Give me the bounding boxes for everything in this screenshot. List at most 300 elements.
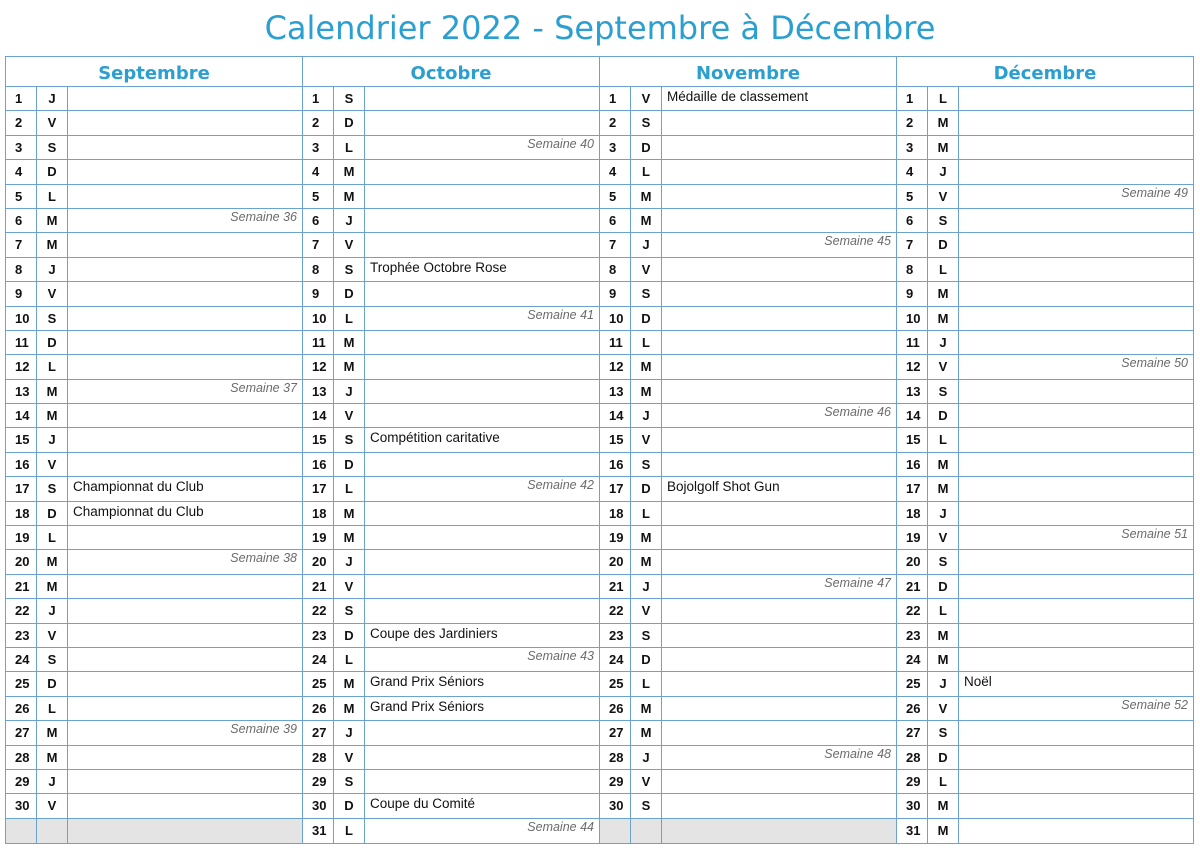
day-row: [303, 477, 599, 501]
event-cell: [68, 355, 302, 378]
day-number: 12: [897, 355, 928, 378]
weekday-letter: V: [334, 575, 365, 598]
week-number-label: Semaine 52: [1121, 697, 1188, 712]
day-number: 9: [897, 282, 928, 305]
day-row: [6, 282, 302, 306]
day-row: [897, 502, 1193, 526]
weekday-letter: L: [928, 87, 959, 110]
weekday-letter: M: [37, 209, 68, 232]
weekday-letter: M: [928, 136, 959, 159]
weekday-letter: S: [928, 721, 959, 744]
day-row: [600, 355, 896, 379]
month-column: [302, 57, 599, 843]
day-number: 5: [303, 185, 334, 208]
weekday-letter: V: [334, 404, 365, 427]
event-cell: [959, 672, 1193, 695]
week-number-label: Semaine 37: [230, 380, 297, 395]
day-number: 21: [600, 575, 631, 598]
event-cell: [365, 477, 599, 500]
day-row: [303, 136, 599, 160]
weekday-letter: S: [334, 258, 365, 281]
week-number-label: Semaine 43: [527, 648, 594, 663]
event-cell: [959, 477, 1193, 500]
day-row: [897, 282, 1193, 306]
day-number: 9: [600, 282, 631, 305]
day-row: [6, 697, 302, 721]
day-number: 21: [897, 575, 928, 598]
weekday-letter: M: [928, 794, 959, 817]
event-cell: [365, 453, 599, 476]
day-number: 18: [303, 502, 334, 525]
event-cell: [365, 307, 599, 330]
month-column: [5, 57, 302, 843]
event-cell: [959, 453, 1193, 476]
page-title: Calendrier 2022 - Septembre à Décembre: [264, 9, 936, 47]
weekday-letter: [631, 819, 662, 843]
weekday-letter: L: [37, 697, 68, 720]
weekday-letter: S: [928, 550, 959, 573]
event-cell: [959, 721, 1193, 744]
weekday-letter: J: [37, 87, 68, 110]
event-cell: [68, 160, 302, 183]
day-row: [303, 453, 599, 477]
event-cell: [959, 428, 1193, 451]
day-row: [6, 380, 302, 404]
week-number-label: Semaine 40: [527, 136, 594, 151]
day-number: 10: [600, 307, 631, 330]
day-number: 8: [600, 258, 631, 281]
event-cell: [365, 160, 599, 183]
event-label: Bojolgolf Shot Gun: [667, 479, 780, 495]
day-number: 20: [303, 550, 334, 573]
day-number: 18: [6, 502, 37, 525]
event-cell: [959, 307, 1193, 330]
event-cell: [365, 794, 599, 817]
event-cell: [365, 87, 599, 110]
weekday-letter: M: [928, 819, 959, 843]
event-cell: [959, 111, 1193, 134]
day-number: 5: [600, 185, 631, 208]
event-cell: [662, 258, 896, 281]
day-row: [897, 355, 1193, 379]
weekday-letter: J: [37, 599, 68, 622]
day-row: [6, 477, 302, 501]
day-row: [600, 87, 896, 111]
day-number: 1: [303, 87, 334, 110]
weekday-letter: D: [334, 794, 365, 817]
weekday-letter: L: [37, 526, 68, 549]
day-number: 7: [303, 233, 334, 256]
weekday-letter: M: [928, 282, 959, 305]
day-row: [897, 624, 1193, 648]
weekday-letter: V: [631, 258, 662, 281]
day-row: [6, 746, 302, 770]
day-row: [600, 672, 896, 696]
weekday-letter: D: [334, 111, 365, 134]
day-number: 26: [600, 697, 631, 720]
event-cell: [959, 380, 1193, 403]
weekday-letter: V: [334, 233, 365, 256]
event-cell: [68, 453, 302, 476]
event-cell: [365, 575, 599, 598]
day-number: 27: [897, 721, 928, 744]
event-cell: [959, 331, 1193, 354]
day-row: [897, 526, 1193, 550]
day-number: 18: [600, 502, 631, 525]
day-number: 28: [6, 746, 37, 769]
event-cell: [662, 404, 896, 427]
day-number: 1: [897, 87, 928, 110]
day-number: 16: [897, 453, 928, 476]
weekday-letter: L: [631, 331, 662, 354]
day-row: [897, 819, 1193, 843]
weekday-letter: S: [928, 209, 959, 232]
event-cell: [959, 575, 1193, 598]
day-row: [6, 453, 302, 477]
weekday-letter: D: [37, 672, 68, 695]
weekday-letter: M: [37, 380, 68, 403]
weekday-letter: M: [37, 746, 68, 769]
event-cell: [365, 770, 599, 793]
day-number: 21: [6, 575, 37, 598]
day-row: [897, 331, 1193, 355]
week-number-label: Semaine 50: [1121, 356, 1188, 371]
day-row: [6, 258, 302, 282]
week-number-label: Semaine 47: [824, 575, 891, 590]
weekday-letter: S: [631, 111, 662, 134]
day-number: 30: [303, 794, 334, 817]
day-number: 10: [303, 307, 334, 330]
day-number: 13: [303, 380, 334, 403]
weekday-letter: D: [928, 404, 959, 427]
day-row: [303, 697, 599, 721]
weekday-letter: S: [37, 307, 68, 330]
weekday-letter: V: [928, 355, 959, 378]
day-number: 29: [303, 770, 334, 793]
day-row: [600, 209, 896, 233]
day-number: 15: [6, 428, 37, 451]
event-cell: [365, 819, 599, 843]
event-cell: [365, 672, 599, 695]
day-row: [897, 648, 1193, 672]
day-row: [897, 307, 1193, 331]
event-cell: [365, 624, 599, 647]
day-row: [303, 282, 599, 306]
day-row: [600, 575, 896, 599]
day-row: [303, 526, 599, 550]
day-number: [600, 819, 631, 843]
day-row: [600, 160, 896, 184]
day-number: 23: [600, 624, 631, 647]
weekday-letter: V: [631, 87, 662, 110]
event-cell: [662, 160, 896, 183]
weekday-letter: J: [334, 550, 365, 573]
weekday-letter: V: [37, 282, 68, 305]
day-row: [6, 428, 302, 452]
day-number: 8: [6, 258, 37, 281]
weekday-letter: M: [631, 209, 662, 232]
day-row: [6, 331, 302, 355]
weekday-letter: J: [928, 160, 959, 183]
event-cell: [662, 648, 896, 671]
day-number: 19: [6, 526, 37, 549]
weekday-letter: S: [334, 599, 365, 622]
day-row: [303, 502, 599, 526]
day-row: [897, 453, 1193, 477]
day-number: 30: [6, 794, 37, 817]
day-number: 24: [897, 648, 928, 671]
weekday-letter: J: [631, 233, 662, 256]
weekday-letter: S: [631, 282, 662, 305]
day-row: [600, 794, 896, 818]
weekday-letter: J: [928, 672, 959, 695]
event-cell: [68, 526, 302, 549]
day-number: 12: [600, 355, 631, 378]
event-cell: [662, 819, 896, 843]
weekday-letter: L: [37, 355, 68, 378]
weekday-letter: S: [37, 477, 68, 500]
day-number: 3: [897, 136, 928, 159]
day-number: 6: [303, 209, 334, 232]
day-number: 25: [6, 672, 37, 695]
day-row: [303, 770, 599, 794]
event-cell: [68, 111, 302, 134]
day-row: [303, 599, 599, 623]
event-cell: [662, 599, 896, 622]
weekday-letter: L: [334, 648, 365, 671]
week-number-label: Semaine 48: [824, 746, 891, 761]
event-cell: [662, 428, 896, 451]
event-cell: [365, 331, 599, 354]
day-row: [897, 233, 1193, 257]
month-header: Octobre: [303, 57, 599, 87]
event-cell: [959, 794, 1193, 817]
day-row: [600, 648, 896, 672]
weekday-letter: M: [334, 697, 365, 720]
event-cell: [662, 282, 896, 305]
event-label: Médaille de classement: [667, 89, 809, 104]
weekday-letter: M: [928, 453, 959, 476]
day-number: 9: [6, 282, 37, 305]
event-cell: [365, 721, 599, 744]
event-label: Compétition caritative: [370, 430, 500, 446]
event-cell: [662, 331, 896, 354]
week-number-label: Semaine 46: [824, 405, 891, 420]
event-cell: [959, 599, 1193, 622]
day-row: [600, 550, 896, 574]
weekday-letter: M: [37, 404, 68, 427]
event-cell: [959, 819, 1193, 843]
event-cell: [662, 111, 896, 134]
day-number: 4: [897, 160, 928, 183]
day-number: 8: [897, 258, 928, 281]
event-cell: [365, 550, 599, 573]
event-cell: [68, 331, 302, 354]
day-number: 1: [6, 87, 37, 110]
weekday-letter: M: [334, 526, 365, 549]
weekday-letter: D: [334, 624, 365, 647]
event-cell: [959, 502, 1193, 525]
day-number: 22: [303, 599, 334, 622]
weekday-letter: D: [631, 307, 662, 330]
event-cell: [68, 380, 302, 403]
day-row: [303, 307, 599, 331]
day-number: 17: [303, 477, 334, 500]
day-number: 24: [6, 648, 37, 671]
event-cell: [662, 575, 896, 598]
weekday-letter: L: [928, 428, 959, 451]
month-column: [896, 57, 1194, 843]
month-header: Septembre: [6, 57, 302, 87]
event-cell: [365, 136, 599, 159]
weekday-letter: L: [37, 185, 68, 208]
weekday-letter: J: [334, 209, 365, 232]
event-cell: [959, 233, 1193, 256]
day-row: [600, 599, 896, 623]
event-cell: [365, 355, 599, 378]
event-cell: [662, 355, 896, 378]
weekday-letter: M: [37, 721, 68, 744]
weekday-letter: M: [928, 648, 959, 671]
event-label: Grand Prix Séniors: [370, 674, 485, 690]
event-cell: [662, 209, 896, 232]
weekday-letter: V: [928, 185, 959, 208]
day-number: 2: [600, 111, 631, 134]
weekday-letter: S: [334, 428, 365, 451]
weekday-letter: L: [928, 258, 959, 281]
event-label: Championnat du Club: [73, 503, 204, 519]
day-row: [897, 160, 1193, 184]
event-cell: [662, 233, 896, 256]
day-row: [6, 185, 302, 209]
weekday-letter: D: [631, 136, 662, 159]
day-number: 20: [6, 550, 37, 573]
event-cell: [68, 477, 302, 500]
weekday-letter: M: [37, 575, 68, 598]
weekday-letter: M: [334, 502, 365, 525]
weekday-letter: M: [334, 331, 365, 354]
event-cell: [662, 550, 896, 573]
day-number: 19: [303, 526, 334, 549]
event-cell: [662, 746, 896, 769]
day-row: [6, 770, 302, 794]
weekday-letter: S: [631, 624, 662, 647]
event-cell: [662, 526, 896, 549]
weekday-letter: S: [37, 136, 68, 159]
event-cell: [662, 794, 896, 817]
day-row: [897, 672, 1193, 696]
weekday-letter: M: [334, 672, 365, 695]
event-cell: [662, 502, 896, 525]
day-number: 4: [6, 160, 37, 183]
event-cell: [365, 428, 599, 451]
day-row: [897, 404, 1193, 428]
event-cell: [68, 599, 302, 622]
day-number: 3: [600, 136, 631, 159]
event-cell: [959, 136, 1193, 159]
week-number-label: Semaine 39: [230, 722, 297, 737]
event-cell: [68, 672, 302, 695]
day-number: 23: [6, 624, 37, 647]
day-row: [600, 453, 896, 477]
event-cell: [662, 87, 896, 110]
day-number: 16: [600, 453, 631, 476]
day-number: 26: [303, 697, 334, 720]
event-label: Grand Prix Séniors: [370, 698, 485, 714]
weekday-letter: M: [631, 185, 662, 208]
day-number: 11: [303, 331, 334, 354]
event-cell: [68, 404, 302, 427]
day-number: 21: [303, 575, 334, 598]
weekday-letter: M: [334, 160, 365, 183]
event-cell: [662, 672, 896, 695]
month-header: Novembre: [600, 57, 896, 87]
event-cell: [662, 770, 896, 793]
weekday-letter: M: [631, 550, 662, 573]
weekday-letter: M: [37, 550, 68, 573]
day-row: [600, 185, 896, 209]
event-cell: [959, 526, 1193, 549]
event-cell: [959, 770, 1193, 793]
event-cell: [959, 282, 1193, 305]
day-row: [6, 526, 302, 550]
event-cell: [68, 746, 302, 769]
event-cell: [68, 258, 302, 281]
day-row: [897, 87, 1193, 111]
day-number: 7: [600, 233, 631, 256]
day-number: 4: [600, 160, 631, 183]
day-number: 4: [303, 160, 334, 183]
weekday-letter: D: [37, 331, 68, 354]
day-row: [897, 428, 1193, 452]
event-cell: [365, 209, 599, 232]
day-number: 14: [303, 404, 334, 427]
week-number-label: Semaine 36: [230, 209, 297, 224]
day-number: 6: [600, 209, 631, 232]
day-number: 6: [6, 209, 37, 232]
weekday-letter: L: [631, 502, 662, 525]
weekday-letter: S: [631, 794, 662, 817]
empty-day-row: [6, 819, 302, 843]
day-number: 13: [897, 380, 928, 403]
day-row: [6, 550, 302, 574]
day-row: [6, 794, 302, 818]
day-row: [303, 233, 599, 257]
day-number: 17: [6, 477, 37, 500]
weekday-letter: D: [928, 575, 959, 598]
day-number: 15: [600, 428, 631, 451]
weekday-letter: J: [631, 746, 662, 769]
day-number: 27: [600, 721, 631, 744]
day-row: [303, 258, 599, 282]
weekday-letter: L: [334, 477, 365, 500]
event-cell: [662, 721, 896, 744]
weekday-letter: M: [631, 355, 662, 378]
day-row: [6, 307, 302, 331]
day-row: [897, 550, 1193, 574]
day-number: 7: [6, 233, 37, 256]
day-row: [303, 550, 599, 574]
day-row: [6, 355, 302, 379]
day-row: [303, 209, 599, 233]
event-cell: [365, 648, 599, 671]
event-cell: [68, 770, 302, 793]
day-row: [303, 111, 599, 135]
day-row: [600, 746, 896, 770]
day-number: 8: [303, 258, 334, 281]
day-number: 24: [600, 648, 631, 671]
day-row: [303, 355, 599, 379]
